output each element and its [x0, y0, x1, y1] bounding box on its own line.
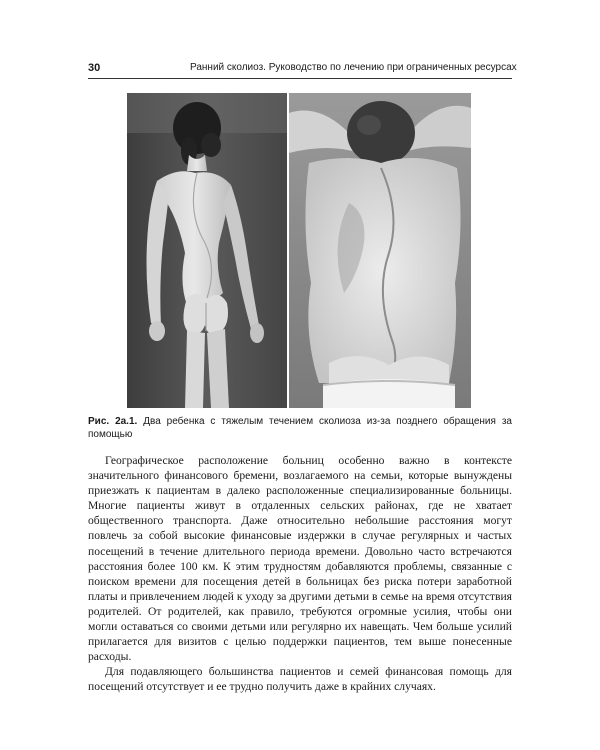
figure-photos	[127, 93, 471, 408]
figure-caption	[88, 415, 512, 441]
photo-standing-child	[127, 93, 287, 408]
body-paragraph: Географическое расположение больниц особенно важно в контексте значительного финансового бремени, возлагаемого на семьи, которые вынуждены приезжать к пациентам в далеко расположенные специализированные больницы. Многие пациенты живут в отдаленных сельских районах, где не хватает общественного транспорта. Даже относительно небольшие расстояния могут повлечь за собой высокие финансовые издержки в случае регулярных и частых посещений в течение длительного периода времени. Довольно часто встречаются расстояния более 100 км. К этим трудностям добавляются проблемы, связанные с поиском времени для посещения детей в больницах без риска потери заработной платы и привлечением людей к уходу за другими детьми в семье на время отсутствия родителей. От родителей, как правило, требуются огромные усилия, чтобы они могли оставаться со своими детьми или регулярно их навещать. Чем больше усилий прилагается для визитов с целью поддержки пациентов, тем выше понесенные расходы.	[88, 454, 512, 664]
body-text	[88, 453, 512, 695]
body-paragraph: Для подавляющего большинства пациентов и семей финансовая помощь для посещений отсутствует и ее трудно получить даже в крайних случаях.	[88, 665, 512, 694]
figure-caption-label: Рис. 2а.1.	[88, 416, 138, 427]
photo-back-closeup	[289, 93, 471, 408]
header-rule	[88, 78, 512, 79]
page-number: 30	[88, 62, 101, 74]
running-title: Ранний сколиоз. Руководство по лечению при ограниченных ресурсах	[190, 62, 517, 73]
figure-caption-text: Два ребенка с тяжелым течением сколиоза из-за позднего обращения за помощью	[88, 416, 512, 440]
